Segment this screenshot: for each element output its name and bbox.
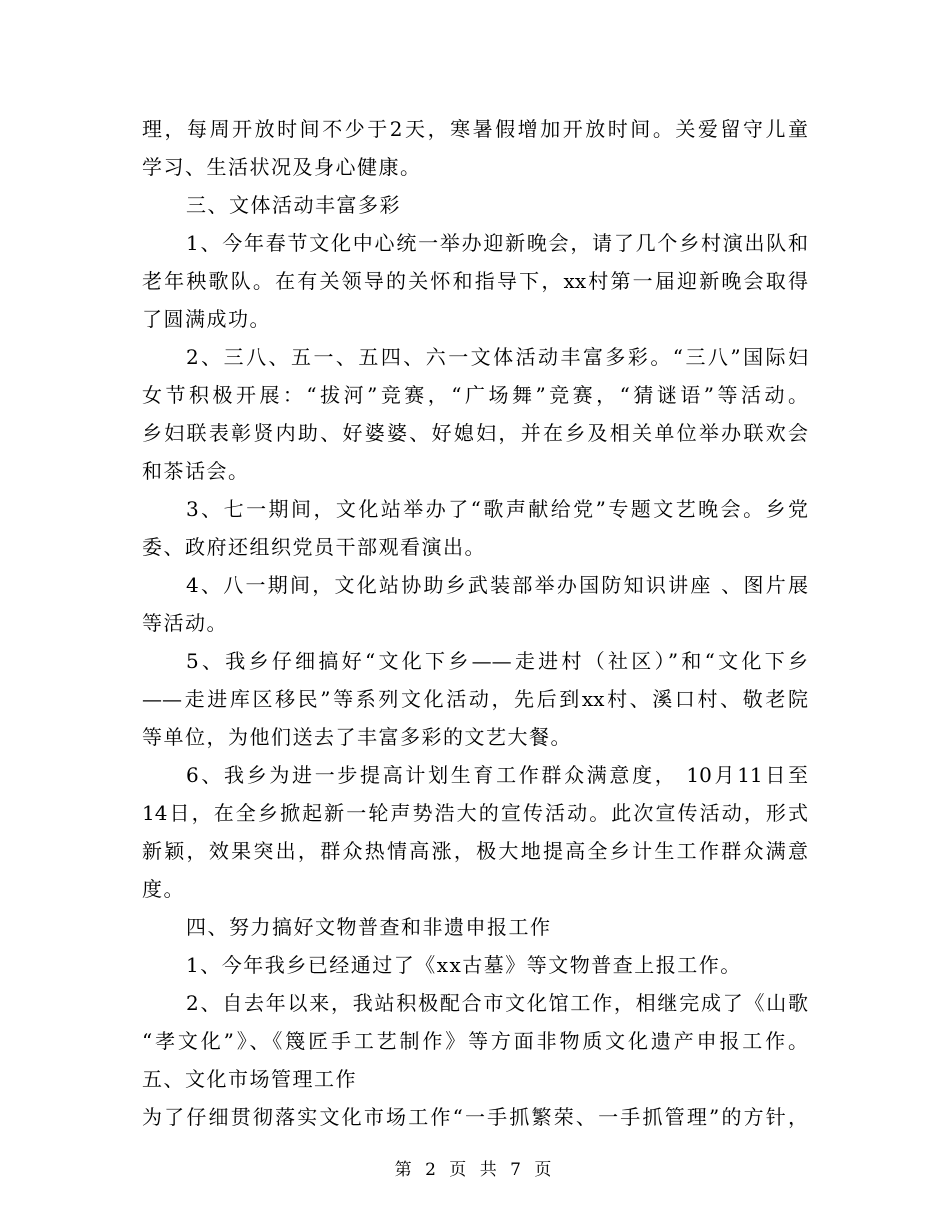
paragraph-line: 学习、生活状况及身心健康。	[142, 155, 422, 179]
paragraph-line: 等活动。	[142, 611, 228, 635]
paragraph-line: 新颖，效果突出，群众热情高涨，极大地提高全乡计生工作群众满意	[142, 839, 808, 863]
paragraph-line: ——走进库区移民”等系列文化活动，先后到xx村、溪口村、敬老院	[142, 687, 808, 711]
page-number: 第 2 页 共 7 页	[394, 1160, 556, 1180]
paragraph-line: 委、政府还组织党员干部观看演出。	[142, 535, 486, 559]
paragraph-line: 为了仔细贯彻落实文化市场工作“一手抓繁荣、一手抓管理”的方针，	[142, 1105, 808, 1129]
paragraph-line: 女节积极开展：“拔河”竞赛，“广场舞”竞赛，“猜谜语”等活动。	[142, 383, 808, 407]
paragraph-line: 和茶话会。	[142, 459, 250, 483]
paragraph-line: 了圆满成功。	[142, 307, 271, 331]
paragraph-line: 4、八一期间，文化站协助乡武装部举办国防知识讲座 、图片展	[186, 573, 808, 597]
paragraph-line: 6、我乡为进一步提高计划生育工作群众满意度， 10月11日至	[186, 763, 808, 787]
paragraph-line: 乡妇联表彰贤内助、好婆婆、好媳妇，并在乡及相关单位举办联欢会	[142, 421, 808, 445]
paragraph-line: 度。	[142, 877, 185, 901]
paragraph-line: 5、我乡仔细搞好“文化下乡——走进村（社区）”和“文化下乡	[186, 649, 808, 673]
paragraph-line: 3、七一期间，文化站举办了“歌声献给党”专题文艺晚会。乡党	[186, 497, 808, 521]
document-body	[142, 110, 808, 1136]
paragraph-line: 理，每周开放时间不少于2天，寒暑假增加开放时间。关爱留守儿童	[142, 117, 808, 141]
paragraph-line: 14日，在全乡掀起新一轮声势浩大的宣传活动。此次宣传活动，形式	[142, 801, 808, 825]
section-heading: 五、文化市场管理工作	[142, 1067, 357, 1091]
section-heading: 三、文体活动丰富多彩	[186, 193, 401, 217]
paragraph-line: 1、今年春节文化中心统一举办迎新晚会，请了几个乡村演出队和	[186, 231, 808, 255]
section-heading: 四、努力搞好文物普查和非遗申报工作	[186, 915, 552, 939]
paragraph-line: 2、自去年以来，我站积极配合市文化馆工作，相继完成了《山歌	[186, 991, 808, 1015]
paragraph-line: “孝文化”》、《篾匠手工艺制作》等方面非物质文化遗产申报工作。	[142, 1029, 808, 1053]
paragraph-line: 老年秧歌队。在有关领导的关怀和指导下，xx村第一届迎新晚会取得	[142, 269, 808, 293]
paragraph-line: 等单位，为他们送去了丰富多彩的文艺大餐。	[142, 725, 572, 749]
paragraph-line: 1、今年我乡已经通过了《xx古墓》等文物普查上报工作。	[186, 953, 742, 977]
paragraph-line: 2、三八、五一、五四、六一文体活动丰富多彩。“三八”国际妇	[186, 345, 808, 369]
